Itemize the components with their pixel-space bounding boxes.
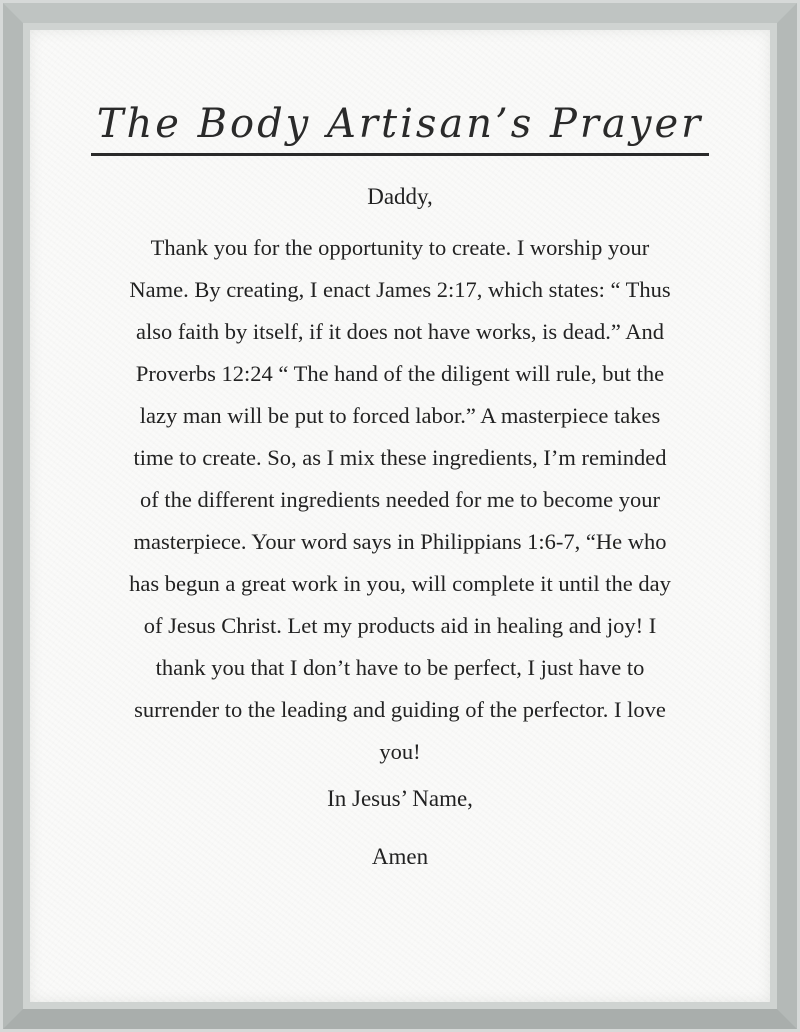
body-line: lazy man will be put to forced labor.” A masterpiece takes xyxy=(139,403,661,428)
body-line: Thank you for the opportunity to create. I worship your xyxy=(150,235,650,260)
frame-band xyxy=(3,3,797,1029)
body-line: Proverbs 12:24 “ The hand of the diligent will rule, but the xyxy=(135,361,665,386)
body-line: surrender to the leading and guiding of the perfector. I love xyxy=(134,697,666,722)
body-line: Name. By creating, I enact James 2:17, which states: “ Thus xyxy=(129,277,671,302)
title-row xyxy=(30,100,770,156)
body-line: of the different ingredients needed for me to become your xyxy=(139,487,661,512)
body-line: of Jesus Christ. Let my products aid in healing and joy! I xyxy=(143,613,657,638)
prayer-body xyxy=(30,227,770,773)
body-line: masterpiece. Your word says in Philippians 1:6-7, “He who xyxy=(133,529,667,554)
signoff-line: Amen xyxy=(371,844,429,869)
body-line: thank you that I don’t have to be perfect, I just have to xyxy=(155,655,645,680)
page-title: The Body Artisan’s Prayer xyxy=(91,100,709,156)
body-line: has begun a great work in you, will complete it until the day xyxy=(129,571,671,596)
body-line: time to create. So, as I mix these ingredients, I’m reminded xyxy=(133,445,667,470)
body-line: also faith by itself, if it does not have works, is dead.” And xyxy=(135,319,665,344)
salutation: Daddy, xyxy=(367,184,433,209)
closing-line: In Jesus’ Name, xyxy=(327,786,473,811)
frame-inner-lip xyxy=(23,23,777,1009)
prayer-page xyxy=(30,30,770,1002)
body-line: you! xyxy=(379,739,421,764)
